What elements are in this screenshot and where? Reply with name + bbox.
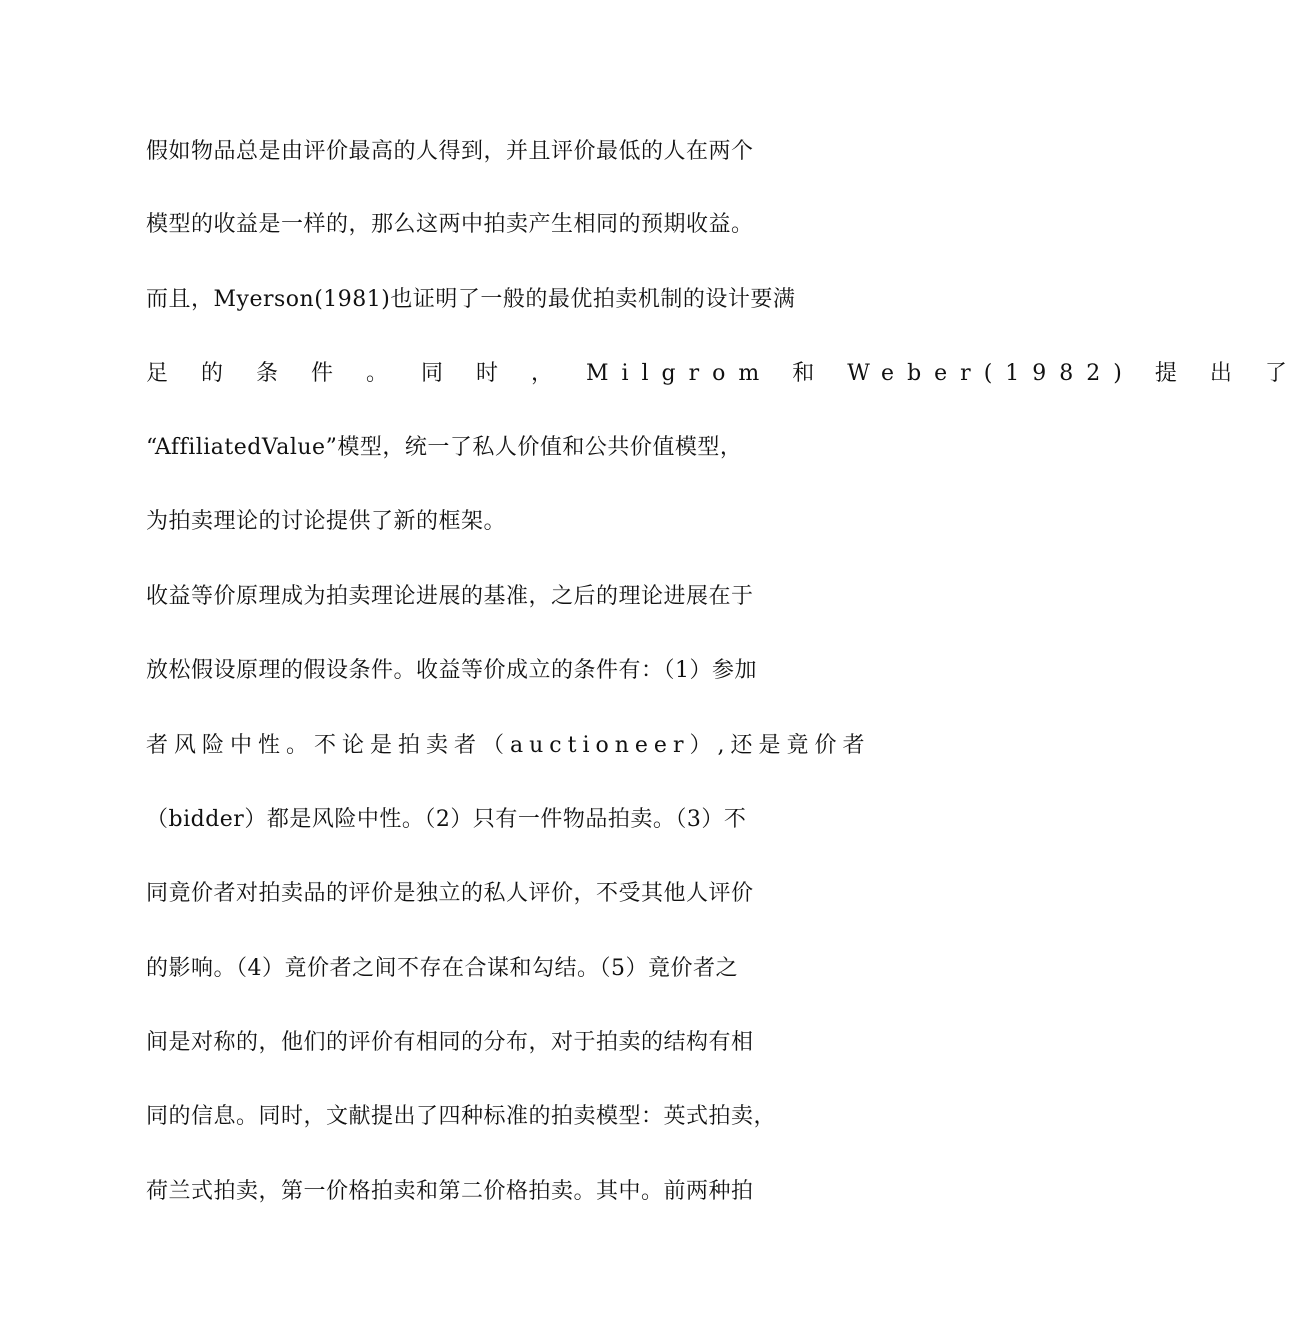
text-line-9: 者风险中性。不论是拍卖者（auctioneer）,还是竟价者	[146, 733, 871, 758]
text-line-7: 收益等价原理成为拍卖理论进展的基准，之后的理论进展在于	[146, 584, 754, 609]
text-line-11: 同竟价者对拍卖品的评价是独立的私人评价，不受其他人评价	[146, 881, 754, 906]
text-line-6: 为拍卖理论的讨论提供了新的框架。	[146, 509, 507, 534]
text-line-15: 荷兰式拍卖，第一价格拍卖和第二价格拍卖。其中。前两种拍	[146, 1179, 754, 1204]
text-line-14: 同的信息。同时，文献提出了四种标准的拍卖模型：英式拍卖，	[146, 1104, 777, 1129]
text-line-2: 模型的收益是一样的，那么这两中拍卖产生相同的预期收益。	[146, 212, 754, 237]
text-line-10: （bidder）都是风险中性。（2）只有一件物品拍卖。（3）不	[146, 807, 747, 832]
text-line-5: “AffiliatedValue”模型，统一了私人价值和公共价值模型，	[146, 435, 743, 460]
text-line-3: 而且，Myerson(1981)也证明了一般的最优拍卖机制的设计要满	[146, 287, 796, 312]
text-line-4: 足 的 条 件 。 同 时 ， Milgrom 和 Weber(1982) 提 出 了	[146, 361, 1300, 386]
text-line-12: 的影响。（4）竟价者之间不存在合谋和勾结。（5）竟价者之	[146, 956, 738, 981]
text-line-13: 间是对称的，他们的评价有相同的分布，对于拍卖的结构有相	[146, 1030, 754, 1055]
text-line-1: 假如物品总是由评价最高的人得到，并且评价最低的人在两个	[146, 139, 754, 164]
text-line-8: 放松假设原理的假设条件。收益等价成立的条件有：（1）参加	[146, 658, 757, 683]
